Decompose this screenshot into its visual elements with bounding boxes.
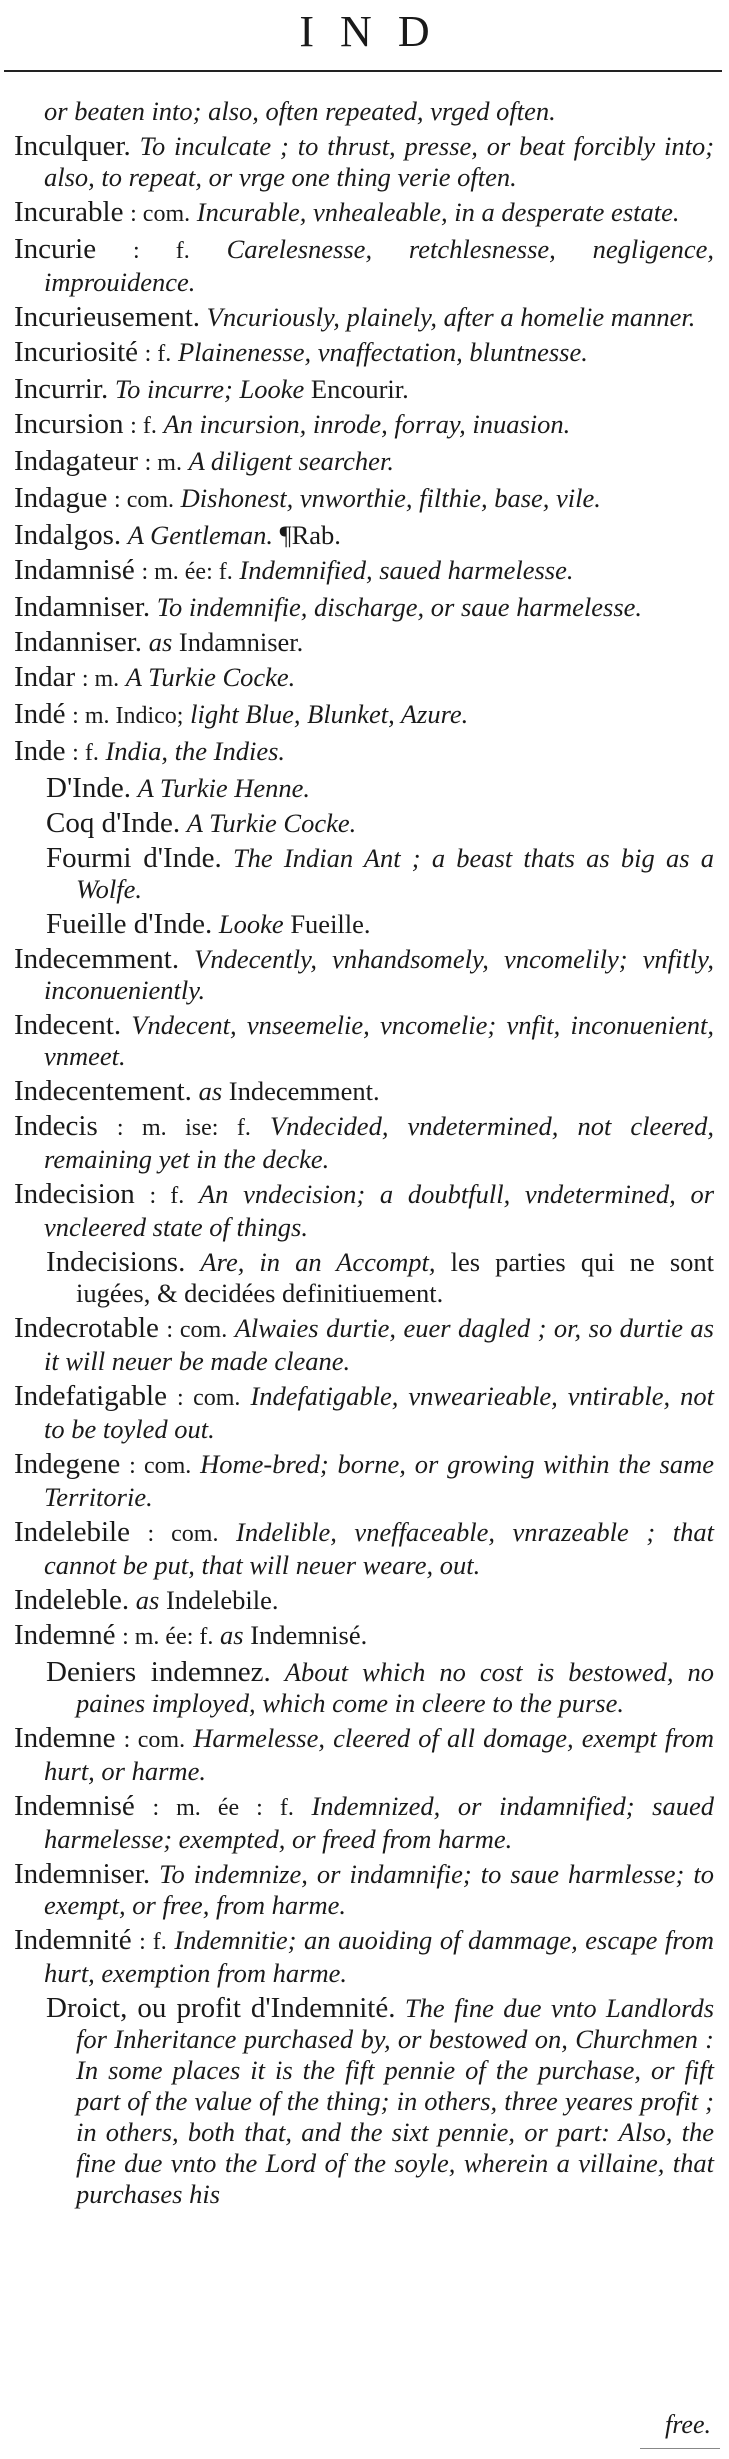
dictionary-entry bbox=[14, 520, 714, 551]
entry-definition: To incurre; Looke bbox=[114, 374, 305, 404]
entry-definition: Alwaies durtie, euer dagled ; or, so durtie as it will neuer be made cleane. bbox=[44, 1313, 714, 1376]
entry-headword: Deniers indemnez. bbox=[46, 1656, 271, 1688]
entry-headword: Indemne bbox=[14, 1722, 116, 1754]
entry-grammar: : com. bbox=[123, 1727, 186, 1753]
entry-definition: Indelible, vneffaceable, vnrazeable ; that cannot be put, that will neuer weare, out. bbox=[44, 1517, 714, 1580]
entry-definition: as bbox=[220, 1620, 244, 1650]
dictionary-entry bbox=[14, 1517, 714, 1581]
dictionary-entry bbox=[14, 1859, 714, 1921]
entry-definition: as bbox=[135, 1585, 160, 1615]
entry-headword: Incurrir. bbox=[14, 373, 109, 405]
entry-definition: Plainenesse, vnaffectation, bluntnesse. bbox=[177, 337, 588, 367]
dictionary-entry bbox=[14, 96, 714, 127]
entry-headword: Inde bbox=[14, 735, 66, 767]
header-rule bbox=[4, 70, 722, 72]
entry-grammar: : m. ée: f. bbox=[141, 559, 233, 585]
entry-headword: Indecisions. bbox=[46, 1246, 186, 1278]
dictionary-entry bbox=[14, 808, 714, 839]
entry-reference: Indemnisé. bbox=[250, 1620, 368, 1650]
entry-headword: Indagateur bbox=[14, 445, 138, 477]
dictionary-entry bbox=[14, 627, 714, 658]
entry-headword: Indar bbox=[14, 661, 76, 693]
entry-grammar: : f. bbox=[72, 740, 99, 766]
entry-grammar: : f. bbox=[144, 341, 172, 367]
entry-headword: Indecentement. bbox=[14, 1075, 192, 1107]
entry-definition: light Blue, Blunket, Azure. bbox=[190, 699, 469, 729]
dictionary-entry bbox=[14, 1010, 714, 1072]
dictionary-entry bbox=[14, 1381, 714, 1445]
dictionary-entry bbox=[14, 131, 714, 193]
entry-grammar: : m. Indico; bbox=[72, 703, 184, 729]
entry-headword: Indemniser. bbox=[14, 1858, 151, 1890]
entry-grammar: : m. bbox=[81, 666, 120, 692]
entry-definition: Looke bbox=[218, 909, 284, 939]
dictionary-entry bbox=[14, 1449, 714, 1513]
dictionary-entry bbox=[14, 1723, 714, 1787]
dictionary-entry bbox=[14, 234, 714, 298]
dictionary-entry bbox=[14, 483, 714, 516]
entry-list bbox=[14, 96, 714, 2214]
entry-grammar: : com. bbox=[130, 201, 191, 227]
dictionary-entry bbox=[14, 843, 714, 905]
dictionary-entry bbox=[14, 374, 714, 405]
entry-reference: Fueille. bbox=[290, 909, 371, 939]
entry-headword: Indeleble. bbox=[14, 1584, 130, 1616]
dictionary-entry bbox=[14, 1657, 714, 1719]
entry-definition: Dishonest, vnworthie, filthie, base, vile. bbox=[180, 483, 601, 513]
dictionary-entry bbox=[14, 1111, 714, 1175]
entry-definition: Vncuriously, plainely, after a homelie manner. bbox=[206, 302, 696, 332]
dictionary-entry bbox=[14, 197, 714, 230]
entry-definition: Vndecently, vnhandsomely, vncomelily; vnfitly, inconueniently. bbox=[44, 944, 714, 1005]
entry-definition: or beaten into; also, often repeated, vrged often. bbox=[44, 96, 556, 126]
dictionary-entry bbox=[14, 446, 714, 479]
entry-headword: Droict, ou profit d'Indemnité. bbox=[46, 1992, 396, 2024]
entry-definition: Vndecided, vndetermined, not cleered, remaining yet in the decke. bbox=[44, 1111, 715, 1174]
entry-reference: les parties qui ne sont iugées, & decidées definitiuement. bbox=[76, 1247, 715, 1308]
entry-definition: A Turkie Cocke. bbox=[125, 662, 296, 692]
entry-definition: Indemnified, saued harmelesse. bbox=[239, 555, 574, 585]
entry-definition: Vndecent, vnseemelie, vncomelie; vnfit, inconuenient, vnmeet. bbox=[44, 1010, 715, 1071]
entry-definition: A Turkie Henne. bbox=[137, 773, 311, 803]
entry-definition: An vndecision; a doubtfull, vndetermined, or vncleered state of things. bbox=[44, 1179, 715, 1242]
entry-grammar: : m. ise: f. bbox=[116, 1115, 251, 1141]
entry-definition: as bbox=[198, 1076, 223, 1106]
entry-headword: Indefatigable bbox=[14, 1380, 167, 1412]
entry-headword: Incurieusement. bbox=[14, 301, 201, 333]
dictionary-entry bbox=[14, 699, 714, 732]
entry-headword: Indamnisé bbox=[14, 554, 135, 586]
entry-headword: Incuriosité bbox=[14, 336, 139, 368]
entry-headword: Indalgos. bbox=[14, 519, 122, 551]
dictionary-entry bbox=[14, 909, 714, 940]
entry-definition: A diligent searcher. bbox=[188, 446, 394, 476]
dictionary-entry bbox=[14, 1791, 714, 1855]
entry-headword: Incurie bbox=[14, 233, 97, 265]
dictionary-entry bbox=[14, 736, 714, 769]
entry-reference: Indelebile. bbox=[165, 1585, 279, 1615]
entry-definition: To indemnifie, discharge, or saue harmelesse. bbox=[156, 592, 643, 622]
entry-headword: Indague bbox=[14, 482, 108, 514]
entry-grammar: : com. bbox=[114, 487, 175, 513]
entry-headword: Indecent. bbox=[14, 1009, 122, 1041]
entry-definition: Are, in an Accompt, bbox=[200, 1247, 436, 1277]
entry-definition: India, the Indies. bbox=[105, 736, 286, 766]
entry-definition: A Gentleman. bbox=[127, 520, 273, 550]
catchword: free. bbox=[665, 2410, 711, 2439]
entry-headword: Incursion bbox=[14, 408, 124, 440]
entry-headword: Indemnisé bbox=[14, 1790, 135, 1822]
entry-definition: An incursion, inrode, forray, inuasion. bbox=[163, 409, 571, 439]
entry-definition: Indemnitie; an auoiding of dammage, escape from hurt, exemption from harme. bbox=[44, 1925, 715, 1988]
entry-reference: ¶Rab. bbox=[279, 520, 341, 550]
entry-definition: Indefatigable, vnwearieable, vntirable, not to be toyled out. bbox=[44, 1381, 714, 1444]
entry-headword: Indegene bbox=[14, 1448, 121, 1480]
footer-rule bbox=[640, 2448, 720, 2449]
entry-reference: Indamniser. bbox=[178, 627, 304, 657]
entry-headword: Indemné bbox=[14, 1619, 116, 1651]
entry-headword: Fourmi d'Inde. bbox=[46, 842, 222, 874]
entry-grammar: : f. bbox=[149, 1183, 185, 1209]
entry-grammar: : m. ée : f. bbox=[152, 1795, 294, 1821]
entry-definition: Home-bred; borne, or growing within the same Territorie. bbox=[44, 1449, 715, 1512]
entry-headword: Incurable bbox=[14, 196, 124, 228]
entry-headword: Coq d'Inde. bbox=[46, 807, 181, 839]
dictionary-entry bbox=[14, 409, 714, 442]
entry-grammar: : m. bbox=[144, 450, 182, 476]
entry-definition: Indemnized, or indamnified; saued harmelesse; exempted, or freed from harme. bbox=[44, 1791, 714, 1854]
entry-headword: Indecision bbox=[14, 1178, 135, 1210]
entry-definition: About which no cost is bestowed, no paines imployed, which come in cleere to the purse. bbox=[76, 1657, 714, 1718]
dictionary-entry bbox=[14, 555, 714, 588]
entry-headword: Indecemment. bbox=[14, 943, 180, 975]
dictionary-entry bbox=[14, 592, 714, 623]
entry-headword: Indanniser. bbox=[14, 626, 143, 658]
entry-grammar: : com. bbox=[147, 1521, 219, 1547]
entry-grammar: : f. bbox=[130, 413, 157, 439]
entry-reference: Indecemment. bbox=[228, 1076, 380, 1106]
entry-grammar: : com. bbox=[177, 1385, 241, 1411]
dictionary-entry bbox=[14, 1247, 714, 1309]
entry-definition: Incurable, vnhealeable, in a desperate estate. bbox=[196, 197, 680, 227]
dictionary-entry bbox=[14, 1925, 714, 1989]
dictionary-entry bbox=[14, 1993, 714, 2210]
dictionary-entry bbox=[14, 662, 714, 695]
entry-headword: Inculquer. bbox=[14, 130, 131, 162]
dictionary-entry bbox=[14, 1313, 714, 1377]
entry-definition: To inculcate ; to thrust, presse, or beat forcibly into; also, to repeat, or vrge one thing verie often. bbox=[44, 131, 715, 192]
entry-definition: as bbox=[148, 627, 173, 657]
dictionary-entry bbox=[14, 1585, 714, 1616]
entry-definition: A Turkie Cocke. bbox=[186, 808, 357, 838]
dictionary-entry bbox=[14, 302, 714, 333]
dictionary-entry bbox=[14, 337, 714, 370]
entry-definition: To indemnize, or indamnifie; to saue harmlesse; to exempt, or free, from harme. bbox=[44, 1859, 714, 1920]
dictionary-entry bbox=[14, 1179, 714, 1243]
entry-headword: Indamniser. bbox=[14, 591, 151, 623]
entry-headword: Indecis bbox=[14, 1110, 98, 1142]
entry-headword: D'Inde. bbox=[46, 772, 131, 804]
entry-reference: Encourir. bbox=[310, 374, 409, 404]
entry-headword: Indelebile bbox=[14, 1516, 130, 1548]
dictionary-entry bbox=[14, 1076, 714, 1107]
entry-definition: Carelesnesse, retchlesnesse, negligence, improuidence. bbox=[44, 234, 715, 297]
entry-grammar: : com. bbox=[166, 1317, 228, 1343]
entry-grammar: : f. bbox=[132, 238, 190, 264]
entry-grammar: : com. bbox=[129, 1453, 192, 1479]
dictionary-entry bbox=[14, 1620, 714, 1653]
entry-definition: Harmelesse, cleered of all domage, exempt from hurt, or harme. bbox=[44, 1723, 714, 1786]
running-head: IND bbox=[299, 7, 456, 56]
entry-headword: Indemnité bbox=[14, 1924, 132, 1956]
entry-grammar: : m. ée: f. bbox=[122, 1624, 214, 1650]
entry-headword: Fueille d'Inde. bbox=[46, 908, 213, 940]
entry-headword: Indé bbox=[14, 698, 66, 730]
entry-grammar: : f. bbox=[139, 1929, 167, 1955]
dictionary-entry bbox=[14, 773, 714, 804]
entry-definition: The Indian Ant ; a beast thats as big as a Wolfe. bbox=[76, 843, 715, 904]
dictionary-entry bbox=[14, 944, 714, 1006]
entry-headword: Indecrotable bbox=[14, 1312, 159, 1344]
entry-definition: The fine due vnto Landlords for Inheritance purchased by, or bestowed on, Churchmen : In some places it is the fift pennie of the purchase, or fift part of the value of the thing; in others, three yeares profit ; in others, both that, and the sixt pennie, or part: Also, the fine due vnto the Lord of the soyle, wherein a villaine, that purchases his bbox=[76, 1993, 715, 2209]
